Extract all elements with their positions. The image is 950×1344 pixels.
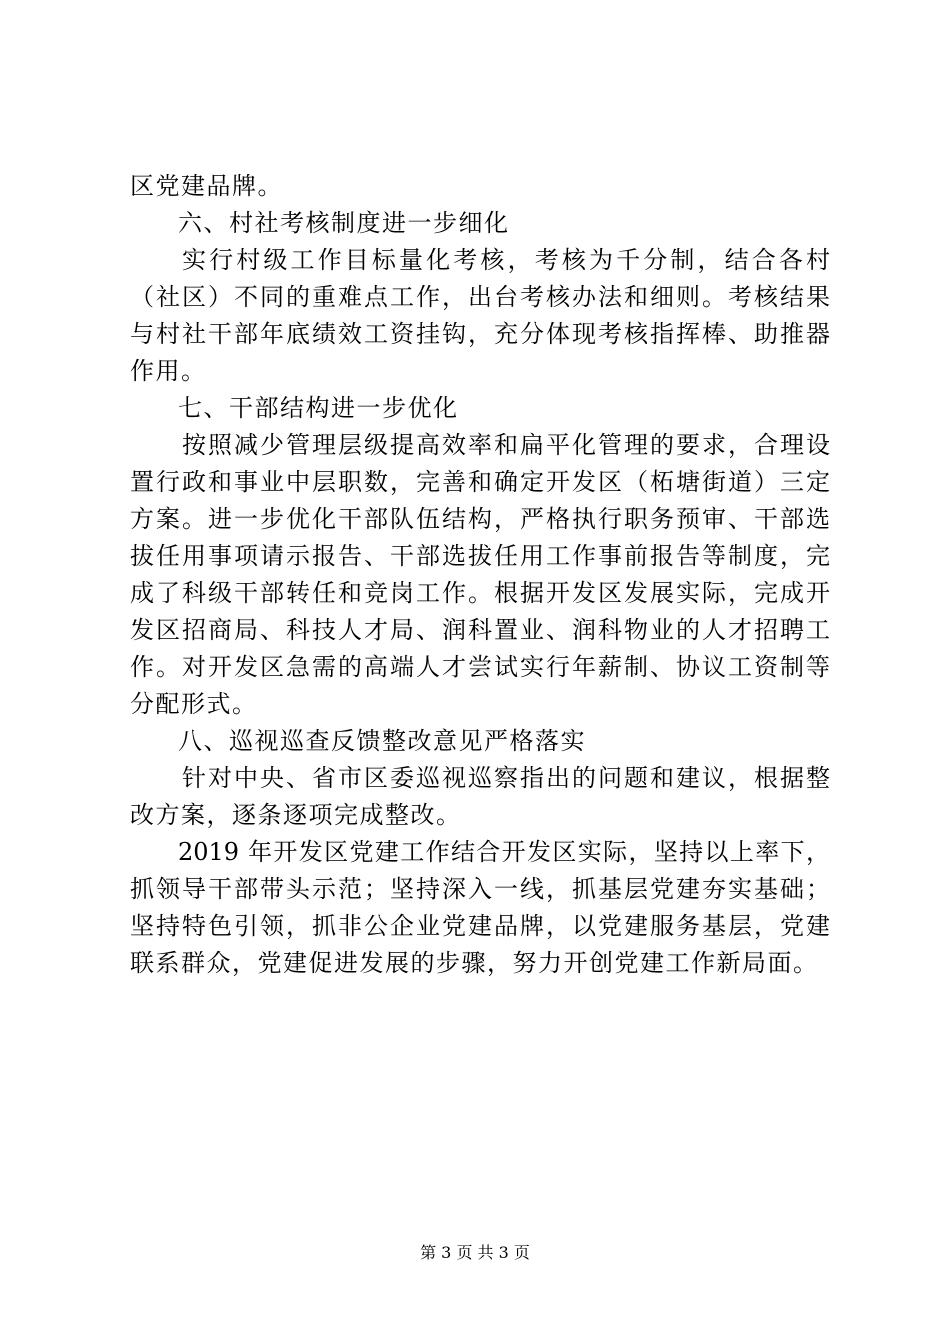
paragraph-line: 改方案，逐条逐项完成整改。 <box>130 801 462 829</box>
paragraph-line: 作。对开发区急需的高端人才尝试实行年薪制、协议工资制等 <box>130 653 830 681</box>
paragraph-line: 发区招商局、科技人才局、润科置业、润科物业的人才招聘工 <box>130 616 830 644</box>
paragraph-line: 按照减少管理层级提高效率和扁平化管理的要求，合理设 <box>182 431 830 459</box>
document-body <box>130 168 830 982</box>
paragraph-line: （社区）不同的重难点工作，出台考核办法和细则。考核结果 <box>130 283 830 311</box>
paragraph-line: 成了科级干部转任和竞岗工作。根据开发区发展实际，完成开 <box>130 579 830 607</box>
paragraph-line: 坚持特色引领，抓非公企业党建品牌，以党建服务基层，党建 <box>130 912 830 940</box>
paragraph-line: 作用。 <box>130 357 207 385</box>
paragraph-line: 2019 年开发区党建工作结合开发区实际，坚持以上率下， <box>178 838 830 866</box>
section-heading-6: 六、村社考核制度进一步细化 <box>178 209 510 237</box>
paragraph-line: 拔任用事项请示报告、干部选拔任用工作事前报告等制度，完 <box>130 542 830 570</box>
paragraph-line: 方案。进一步优化干部队伍结构，严格执行职务预审、干部选 <box>130 505 830 533</box>
section-heading-7: 七、干部结构进一步优化 <box>178 394 459 422</box>
paragraph-line: 抓领导干部带头示范；坚持深入一线，抓基层党建夯实基础； <box>130 875 830 903</box>
paragraph-line: 区党建品牌。 <box>130 172 283 200</box>
page-number-footer: 第 3 页 共 3 页 <box>420 1243 530 1262</box>
paragraph-line: 联系群众，党建促进发展的步骤，努力开创党建工作新局面。 <box>130 949 819 977</box>
paragraph-line: 针对中央、省市区委巡视巡察指出的问题和建议，根据整 <box>182 764 830 792</box>
section-heading-8: 八、巡视巡查反馈整改意见严格落实 <box>178 727 586 755</box>
paragraph-line: 分配形式。 <box>130 690 258 718</box>
paragraph-line: 实行村级工作目标量化考核，考核为千分制，结合各村 <box>182 246 830 274</box>
paragraph-line: 置行政和事业中层职数，完善和确定开发区（柘塘街道）三定 <box>130 468 830 496</box>
paragraph-line: 与村社干部年底绩效工资挂钩，充分体现考核指挥棒、助推器 <box>130 320 830 348</box>
